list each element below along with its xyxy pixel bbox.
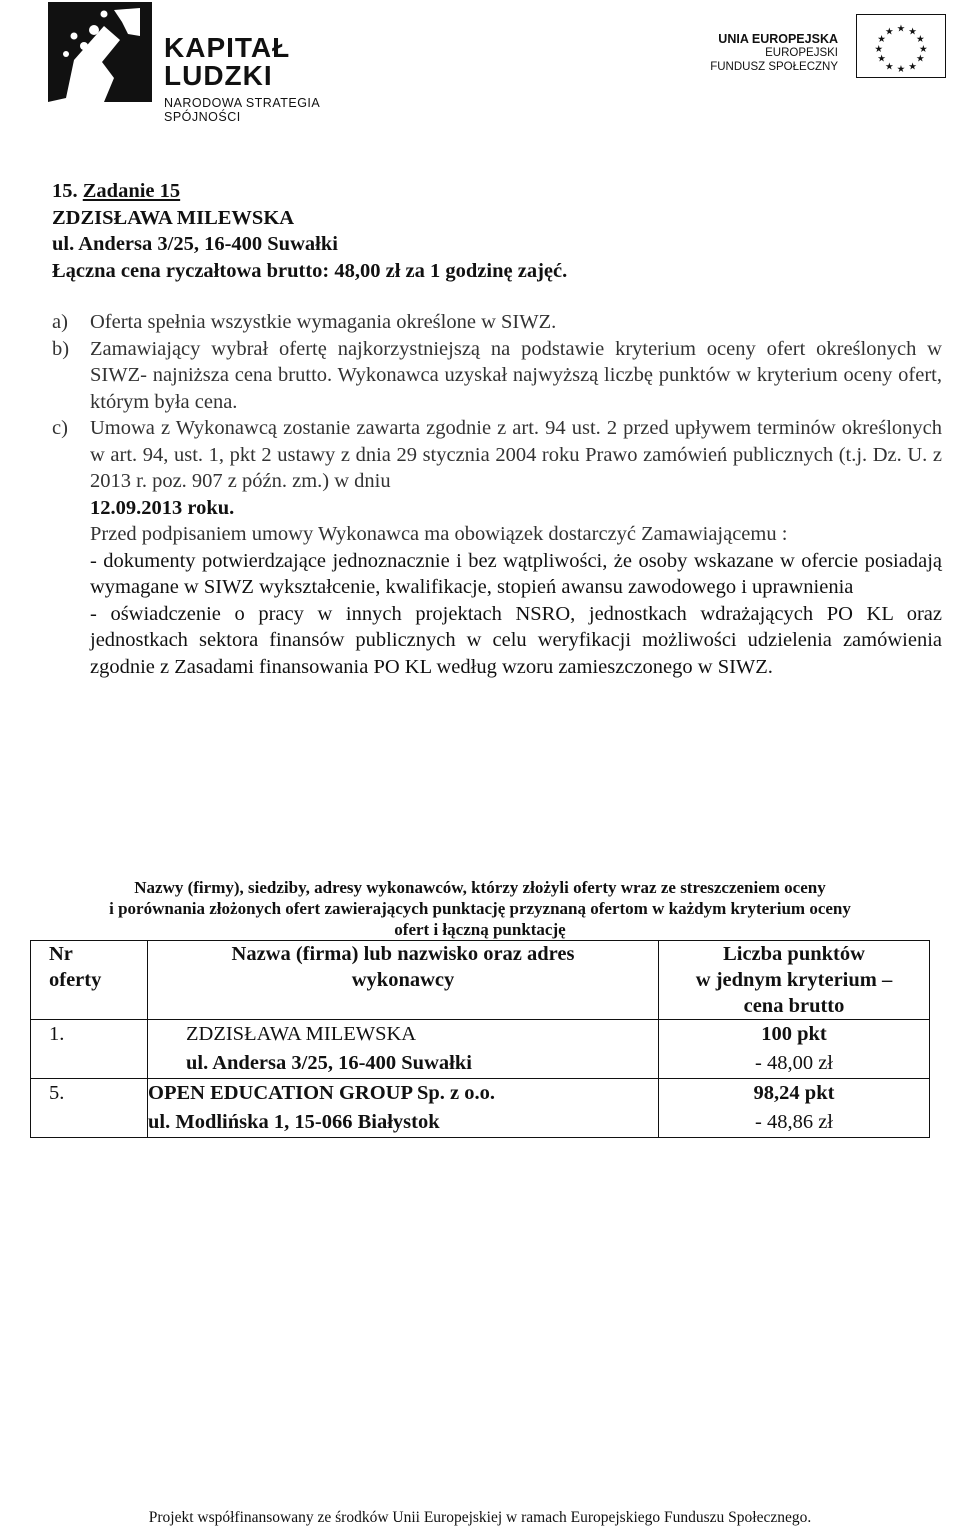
obligation-intro: Przed podpisaniem umowy Wykonawca ma obowiązek dostarczyć Zamawiającemu : (90, 523, 788, 545)
offer-section (52, 178, 942, 680)
svg-text:★: ★ (908, 26, 917, 38)
offers-table-block (30, 877, 930, 1138)
row-contractor: ZDZISŁAWA MILEWSKA ul. Andersa 3/25, 16-400 Suwałki (148, 1020, 659, 1079)
signing-date: 12.09.2013 roku. (90, 496, 235, 519)
offers-table (30, 940, 930, 1138)
row-score: 100 pkt - 48,00 zł (659, 1020, 930, 1079)
table-row (31, 1079, 930, 1138)
obligation-1: - dokumenty potwierdzające jednoznacznie i bez wątpliwości, że osoby wskazane w ofercie posiadają wymagane w SIWZ wykształcenie, kwalifikacje, stopień awansu zawodowego i uprawnienia (90, 549, 942, 598)
obligation-2: - oświadczenie o pracy w innych projektach NSRO, jednostkach wdrażających PO KL oraz jednostkach sektora finansów publicznych w celu weryfikacji możliwości udzielenia zamówienia zgodnie z Zasadami finansowania PO KL według wzoru zamieszczonego w SIWZ. (90, 602, 942, 678)
list-item: a) Oferta spełnia wszystkie wymagania określone w SIWZ. (52, 311, 557, 333)
kapital-ludzki-logo (36, 0, 366, 124)
row-nr: 5. (31, 1079, 148, 1138)
kapital-ludzki-icon (44, 0, 156, 104)
header-name: Nazwa (firma) lub nazwisko oraz adres wykonawcy (148, 941, 659, 1020)
svg-text:★: ★ (874, 43, 884, 55)
footer-note: Projekt współfinansowany ze środków Unii Europejskiej w ramach Europejskiego Funduszu Społecznego. (148, 1509, 812, 1526)
eu-line3: FUNDUSZ SPOŁECZNY (710, 61, 838, 73)
eu-logo (686, 14, 946, 84)
svg-text:★: ★ (877, 53, 886, 65)
kapital-ludzki-subtitle: NARODOWA STRATEGIA SPÓJNOŚCI (164, 96, 320, 124)
total-price: Łączna cena ryczałtowa brutto: 48,00 zł za 1 godzinę zajęć. (52, 259, 568, 282)
svg-text:★: ★ (916, 34, 925, 46)
svg-text:★: ★ (908, 61, 917, 73)
header-nr: Nr oferty (31, 941, 148, 1020)
row-nr: 1. (31, 1020, 148, 1079)
svg-text:★: ★ (885, 26, 894, 38)
svg-text:★: ★ (896, 64, 906, 76)
eu-line2: EUROPEJSKI (765, 47, 838, 59)
svg-text:★: ★ (896, 23, 906, 35)
contractor-address: ul. Andersa 3/25, 16-400 Suwałki (52, 233, 338, 255)
section-number: 15. (52, 180, 78, 202)
kapital-ludzki-title: KAPITAŁ LUDZKI (164, 32, 291, 91)
svg-text:★: ★ (916, 53, 925, 65)
row-score: 98,24 pkt - 48,86 zł (659, 1079, 930, 1138)
table-caption-3: ofert i łączną punktację (394, 920, 566, 939)
header-points: Liczba punktów w jednym kryterium – cena brutto (659, 941, 930, 1020)
row-contractor: OPEN EDUCATION GROUP Sp. z o.o. ul. Modlińska 1, 15-066 Białystok (148, 1079, 659, 1138)
table-header-row (31, 941, 930, 1020)
section-title: Zadanie 15 (82, 180, 181, 202)
contractor-name: ZDZISŁAWA MILEWSKA (52, 206, 295, 229)
svg-text:★: ★ (877, 34, 886, 46)
svg-text:★: ★ (918, 43, 928, 55)
list-item: b) Zamawiający wybrał ofertę najkorzystniejszą na podstawie kryterium oceny ofert określonych w SIWZ- najniższa cena brutto. Wykonawca uzyskał najwyższą liczbę punktów w kryterium oceny ofert, którym była cena. (52, 337, 942, 413)
table-row (31, 1020, 930, 1079)
table-caption-2: i porównania złożonych ofert zawierających punktację przyznaną ofertom w każdym kryterium oceny (109, 899, 851, 918)
table-caption-1: Nazwy (firmy), siedziby, adresy wykonawców, którzy złożyli oferty wraz ze streszczeniem oceny (134, 878, 826, 897)
eu-flag-icon (856, 14, 946, 78)
list-item: c) Umowa z Wykonawcą zostanie zawarta zgodnie z art. 94 ust. 2 przed upływem terminów określonych w art. 94, ust. 1, pkt 2 ustawy z dnia 29 stycznia 2004 roku Prawo zamówień publicznych (t.j. Dz. U. z 2013 r. poz. 907 z późn. zm.) w dniu (52, 417, 942, 492)
svg-text:★: ★ (885, 61, 894, 73)
eu-line1: UNIA EUROPEJSKA (718, 32, 838, 46)
